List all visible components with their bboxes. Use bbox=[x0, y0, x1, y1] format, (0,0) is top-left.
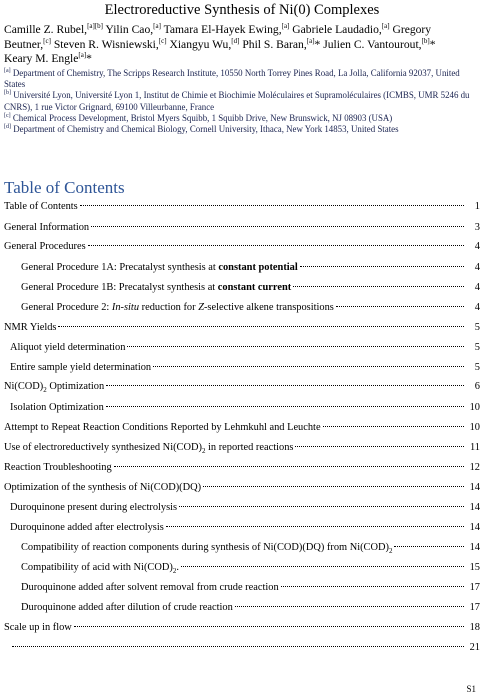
toc-page-number: 17 bbox=[469, 582, 480, 593]
author-name: Keary M. Engle bbox=[4, 52, 79, 65]
toc-leader-dots bbox=[394, 545, 464, 547]
toc-entry-title bbox=[4, 621, 72, 635]
toc-entry-title bbox=[10, 401, 104, 415]
toc-page-number: 18 bbox=[469, 622, 480, 633]
toc-entry[interactable] bbox=[0, 221, 480, 235]
affiliation-list bbox=[4, 68, 480, 135]
toc-entry-text: Duroquinone present during electrolysis bbox=[10, 502, 178, 513]
author-name: * bbox=[429, 37, 436, 51]
toc-leader-dots bbox=[127, 345, 464, 347]
toc-page-number: 5 bbox=[474, 322, 480, 333]
toc-entry-text: General Information bbox=[4, 222, 90, 233]
author-affiliation-mark: [a] bbox=[306, 36, 315, 45]
toc-entry-title bbox=[21, 601, 233, 615]
author-name: Yilin Cao, bbox=[103, 23, 154, 36]
toc-entry[interactable] bbox=[0, 621, 480, 635]
author-affiliation-mark: [a] bbox=[281, 22, 290, 31]
toc-entry-text: General Procedure 1A: Precatalyst synthesis at bbox=[21, 262, 219, 273]
toc-page-number: 14 bbox=[469, 502, 480, 513]
toc-leader-dots bbox=[181, 565, 464, 567]
toc-entry-title bbox=[21, 581, 279, 595]
toc-entry-text: Aliquot yield determination bbox=[10, 342, 126, 353]
toc-entry-text: Compatibility of acid with Ni(COD) bbox=[21, 562, 173, 573]
toc-entry-text: constant potential bbox=[218, 262, 298, 273]
author-affiliation-mark: [c] bbox=[158, 36, 167, 45]
toc-entry-title bbox=[10, 501, 177, 515]
affiliation-mark: [d] bbox=[4, 124, 11, 131]
toc-heading: Table of Contents bbox=[4, 178, 125, 197]
toc-entry-text: Optimization bbox=[46, 381, 105, 392]
author-name: * bbox=[86, 52, 92, 65]
affiliation bbox=[4, 113, 480, 124]
toc-entry-title bbox=[4, 321, 56, 335]
toc-entry[interactable] bbox=[0, 421, 480, 435]
toc-leader-dots bbox=[12, 645, 464, 647]
toc-entry-text: NMR Yields bbox=[4, 322, 57, 333]
toc-entry-text: Duroquinone added after electrolysis bbox=[10, 522, 164, 533]
author-line-1 bbox=[4, 23, 480, 38]
page-number: S1 bbox=[466, 684, 476, 694]
toc-entry-title bbox=[4, 200, 78, 214]
toc-page-number: 1 bbox=[474, 201, 480, 212]
toc-entry[interactable] bbox=[0, 321, 480, 335]
affiliation bbox=[4, 124, 480, 135]
author-name: Xiangyu Wu, bbox=[166, 37, 232, 51]
toc-page-number: 14 bbox=[469, 482, 480, 493]
toc-entry[interactable] bbox=[0, 641, 480, 655]
toc-leader-dots bbox=[323, 425, 464, 427]
toc-page-number: 4 bbox=[474, 302, 480, 313]
toc-leader-dots bbox=[203, 485, 464, 487]
toc-entry-text: In-situ bbox=[111, 302, 140, 313]
author-affiliation-mark: [a] bbox=[153, 22, 161, 31]
toc-entry[interactable] bbox=[0, 261, 480, 275]
toc-entry[interactable] bbox=[0, 301, 480, 315]
toc-entry-text: Duroquinone added after solvent removal from crude reaction bbox=[21, 582, 279, 593]
toc-entry-title bbox=[4, 221, 89, 235]
author-name: Tamara El-Hayek Ewing, bbox=[160, 23, 282, 36]
author-list bbox=[4, 23, 480, 67]
affiliation-text: Department of Chemistry and Chemical Biology, Cornell University, Ithaca, New York 14853, United States bbox=[11, 124, 399, 135]
toc-page-number: 14 bbox=[469, 522, 480, 533]
toc-entry-text: Table of Contents bbox=[4, 201, 78, 212]
toc-leader-dots bbox=[80, 204, 464, 206]
paper-title: Electroreductive Synthesis of Ni(0) Complexes bbox=[104, 2, 380, 18]
toc-leader-dots bbox=[106, 384, 464, 386]
toc-entry[interactable] bbox=[0, 601, 480, 615]
toc-entry-text: 2 bbox=[201, 447, 206, 456]
toc-entry[interactable] bbox=[0, 200, 480, 214]
toc-page-number: 14 bbox=[469, 542, 480, 553]
author-name: Camille Z. Rubel, bbox=[4, 23, 88, 36]
toc-entry-text: 2 bbox=[388, 547, 393, 556]
toc-leader-dots bbox=[58, 325, 464, 327]
author-affiliation-mark: [a][b] bbox=[87, 22, 104, 31]
toc-entry-title bbox=[21, 281, 291, 295]
author-affiliation-mark: [c] bbox=[43, 36, 51, 45]
toc-leader-dots bbox=[74, 625, 464, 627]
toc-page-number: 4 bbox=[474, 282, 480, 293]
toc-entry-title bbox=[10, 521, 164, 535]
toc-entry-text: 2 bbox=[172, 567, 177, 576]
toc-leader-dots bbox=[179, 505, 464, 507]
author-name: Gabriele Laudadio, bbox=[289, 23, 382, 36]
toc-entry[interactable] bbox=[0, 401, 480, 415]
toc-leader-dots bbox=[106, 405, 464, 407]
toc-page-number: 6 bbox=[474, 381, 480, 392]
author-affiliation-mark: [d] bbox=[231, 36, 240, 45]
toc-entry-text: in reported reactions bbox=[205, 442, 294, 453]
author-name: Steven R. Wisniewski, bbox=[50, 37, 159, 51]
toc-entry-title bbox=[10, 341, 125, 355]
toc-entry[interactable] bbox=[0, 541, 480, 555]
author-name: Phil S. Baran, bbox=[239, 37, 307, 51]
toc-entry-text: General Procedure 2: bbox=[21, 302, 112, 313]
toc-entry-text: Use of electroreductively synthesized Ni(COD) bbox=[4, 442, 202, 453]
toc-entry[interactable] bbox=[0, 441, 480, 455]
toc-leader-dots bbox=[88, 244, 464, 246]
toc-entry[interactable] bbox=[0, 240, 480, 254]
toc-entry[interactable] bbox=[0, 501, 480, 515]
toc-page-number: 10 bbox=[469, 422, 480, 433]
affiliation bbox=[4, 68, 480, 90]
author-affiliation-mark: [a] bbox=[381, 22, 390, 31]
toc-entry-text: Reaction Troubleshooting bbox=[4, 462, 112, 473]
toc-page-number: 5 bbox=[474, 362, 480, 373]
toc-leader-dots bbox=[281, 585, 464, 587]
toc-leader-dots bbox=[295, 445, 464, 447]
toc-entry[interactable] bbox=[0, 461, 480, 475]
toc-entry[interactable] bbox=[0, 521, 480, 535]
toc-entry-text: -selective alkene transpositions bbox=[203, 302, 334, 313]
toc-page-number: 21 bbox=[469, 642, 480, 653]
toc-entry-title bbox=[10, 361, 151, 375]
toc-entry-text: reduction for bbox=[139, 302, 199, 313]
toc-entry-text: Ni(COD) bbox=[4, 381, 44, 392]
toc-page-number: 5 bbox=[474, 342, 480, 353]
author-line-2 bbox=[4, 38, 480, 53]
toc-entry[interactable] bbox=[0, 561, 480, 575]
toc-entry-text: General Procedure 1B: Precatalyst synthesis at bbox=[21, 282, 218, 293]
toc-entry[interactable] bbox=[0, 341, 480, 355]
toc-entry-text: . bbox=[176, 562, 179, 573]
toc-entry-text: General Procedures bbox=[4, 241, 86, 252]
toc-leader-dots bbox=[336, 305, 464, 307]
toc-entry-text: Entire sample yield determination bbox=[10, 362, 152, 373]
toc-entry-title bbox=[21, 561, 179, 575]
author-line-3 bbox=[4, 52, 480, 67]
author-name: * Julien C. Vantourout, bbox=[314, 37, 422, 51]
toc-page-number: 10 bbox=[469, 402, 480, 413]
toc-leader-dots bbox=[235, 605, 464, 607]
affiliation-text: Chemical Process Development, Bristol Myers Squibb, 1 Squibb Drive, New Brunswick, NJ 08903 (USA) bbox=[10, 112, 393, 123]
toc-entry[interactable] bbox=[0, 380, 480, 394]
toc-page-number: 3 bbox=[474, 222, 480, 233]
toc-entry[interactable] bbox=[0, 281, 480, 295]
toc-entry-title bbox=[4, 421, 321, 435]
affiliation-mark: [a] bbox=[4, 68, 11, 75]
affiliation-mark: [b] bbox=[4, 90, 11, 97]
affiliation-text: Université Lyon, Université Lyon 1, Institut de Chimie et Biochimie Moléculaires et Supramoléculaires (ICMBS, UMR 5246 du CNRS), 1 rue Victor Grignard, 69100 Villeurbanne, France bbox=[4, 90, 470, 112]
author-affiliation-mark: [b] bbox=[421, 36, 430, 45]
toc-entry-text: Z bbox=[198, 302, 204, 313]
toc-page-number: 4 bbox=[474, 262, 480, 273]
toc-entry-title bbox=[4, 461, 112, 475]
toc-entry[interactable] bbox=[0, 361, 480, 375]
toc-leader-dots bbox=[91, 225, 464, 227]
toc-leader-dots bbox=[153, 365, 464, 367]
toc-entry[interactable] bbox=[0, 581, 480, 595]
toc-entry-title bbox=[21, 261, 298, 275]
toc-entry-text: Attempt to Repeat Reaction Conditions Reported by Lehmkuhl and Leuchte bbox=[4, 422, 321, 433]
toc-entry-text: Optimization of the synthesis of Ni(COD)(DQ) bbox=[4, 482, 202, 493]
toc-entry-text: Compatibility of reaction components during synthesis of Ni(COD)(DQ) from Ni(COD) bbox=[21, 542, 389, 553]
toc-page-number: 17 bbox=[469, 602, 480, 613]
toc-leader-dots bbox=[300, 265, 464, 267]
toc-entry-title bbox=[21, 541, 392, 555]
toc-entry-title bbox=[4, 481, 201, 495]
toc-leader-dots bbox=[166, 525, 464, 527]
toc-page-number: 12 bbox=[469, 462, 480, 473]
toc-entry-title bbox=[4, 441, 293, 455]
toc-entry-text: Isolation Optimization bbox=[10, 402, 104, 413]
toc-entry[interactable] bbox=[0, 481, 480, 495]
affiliation bbox=[4, 90, 480, 112]
affiliation-mark: [c] bbox=[4, 112, 11, 119]
toc-page-number: 15 bbox=[469, 562, 480, 573]
toc-entry-text: constant current bbox=[217, 282, 292, 293]
author-name: Gregory bbox=[389, 23, 432, 36]
toc-leader-dots bbox=[293, 285, 464, 287]
toc-entry-text: Duroquinone added after dilution of crude reaction bbox=[21, 602, 233, 613]
toc-page-number: 11 bbox=[469, 442, 480, 453]
toc-entry-text: 2 bbox=[43, 386, 47, 395]
toc-entry-title bbox=[4, 240, 86, 254]
toc-entry-title bbox=[21, 301, 334, 315]
author-name: Beutner, bbox=[4, 37, 44, 51]
toc-entry-text: Scale up in flow bbox=[4, 622, 72, 633]
toc-page-number: 4 bbox=[474, 241, 480, 252]
toc-leader-dots bbox=[114, 465, 464, 467]
author-affiliation-mark: [a] bbox=[78, 51, 87, 60]
affiliation-text: Department of Chemistry, The Scripps Research Institute, 10550 North Torrey Pines Road, La Jolla, California 92037, United States bbox=[4, 68, 460, 90]
toc-entry-title bbox=[4, 380, 104, 394]
